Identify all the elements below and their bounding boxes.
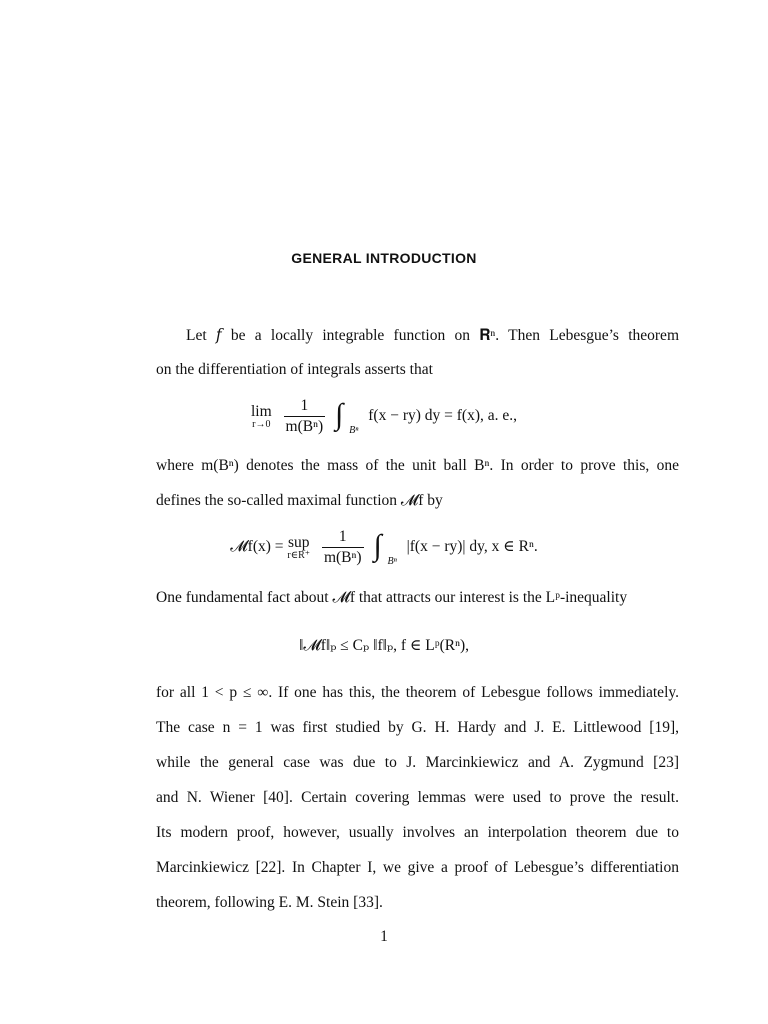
integral-sign: ∫ — [335, 397, 344, 431]
integral-sign: ∫ — [373, 528, 382, 562]
equation-lhs: 𝓜f(x) = — [230, 538, 284, 556]
limit-operator: lim r→0 — [250, 402, 272, 430]
paragraph-line: and N. Wiener [40]. Certain covering lemmas were used to prove the result. — [156, 789, 679, 806]
equation-lp-inequality: ‖𝓜f‖ₚ ≤ Cₚ ‖f‖ₚ, f ∈ Lᵖ(Rⁿ), — [299, 637, 469, 654]
section-heading: GENERAL INTRODUCTION — [291, 250, 477, 266]
paragraph-line: for all 1 < p ≤ ∞. If one has this, the theorem of Lebesgue follows immediately. — [156, 684, 679, 701]
paragraph-line: while the general case was due to J. Marcinkiewicz and A. Zygmund [23] — [156, 754, 679, 771]
paragraph-line: One fundamental fact about 𝓜f that attracts our interest is the Lᵖ-inequality — [156, 589, 628, 606]
equation-maximal-function — [0, 528, 768, 567]
equation-limit — [0, 397, 768, 436]
paragraph-line: where m(Bⁿ) denotes the mass of the unit ball Bⁿ. In order to prove this, one — [156, 457, 679, 474]
paragraph-line: Let 𝑓 be a locally integrable function on 𝐑ⁿ. Then Lebesgue’s theorem — [186, 327, 679, 344]
fraction: $\frac{1}{\text{m(Bⁿ)}}$ — [323, 528, 362, 566]
integral-domain: Bⁿ — [349, 425, 359, 436]
equation-body: |f(x − ry)| dy, x ∈ Rⁿ. — [406, 538, 538, 556]
paragraph-line: The case n = 1 was first studied by G. H. Hardy and J. E. Littlewood [19], — [156, 719, 679, 736]
paragraph-line: Its modern proof, however, usually involves an interpolation theorem due to — [156, 824, 679, 841]
paragraph-line: Marcinkiewicz [22]. In Chapter I, we give a proof of Lebesgue’s differentiation — [156, 859, 679, 876]
page-number: 1 — [380, 928, 388, 945]
paragraph-line: on the differentiation of integrals asserts that — [156, 361, 433, 378]
fraction: $\frac{1}{\text{m(Bⁿ)}}$ — [285, 397, 324, 435]
paragraph-line: defines the so-called maximal function 𝓜f by — [156, 492, 443, 509]
equation-body: f(x − ry) dy = f(x), a. e., — [368, 407, 517, 425]
integral-domain: Bⁿ — [387, 556, 397, 567]
sup-operator: sup r∈R⁺ — [287, 533, 311, 561]
paragraph-line: theorem, following E. M. Stein [33]. — [156, 894, 383, 911]
